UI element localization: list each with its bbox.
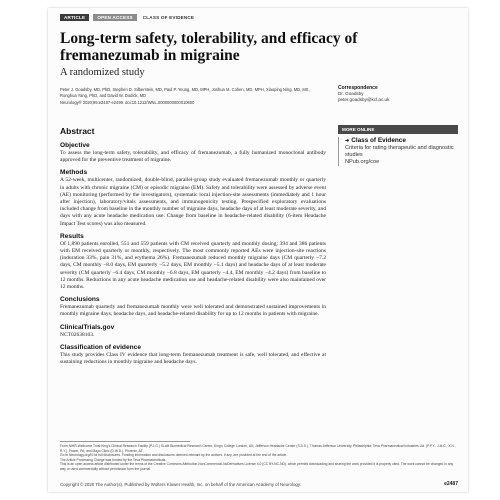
abstract-heading: Abstract: [60, 126, 95, 136]
section-text: This study provides Class IV evidence that long-term fremanezumab treatment is safe, well tolerated, and effective at sustaining reductions in monthly migraine and headache days.: [60, 351, 326, 366]
footnote-divider: [60, 441, 190, 442]
conclusions-section: [60, 295, 326, 318]
section-text: Fremanezumab quarterly and fremanezumab monthly were well tolerated and demonstrated sustained improvements in monthly migraine days, headache days, and headache-related disability for up to 12 months in patients with migraine.: [60, 304, 326, 318]
more-online-bar: MORE ONLINE: [338, 125, 458, 134]
results-section: [60, 232, 326, 291]
article-title: Long-term safety, tolerability, and efficacy of fremanezumab in migraine: [60, 30, 358, 64]
footnote-disclosures: Go to Neurology.org/N for full disclosures. Funding information and disclosures deemed relevant by the authors, if any, are provided at the end of the article.: [60, 453, 288, 458]
objective-section: [60, 141, 326, 164]
article-subtitle: A randomized study: [60, 67, 145, 78]
sidebar-title: [345, 137, 458, 145]
section-heading: Classification of evidence: [60, 343, 141, 351]
sidebar-link[interactable]: NPub.org/coe: [345, 159, 380, 165]
section-text: A 52-week, multicenter, randomized, double-blind, parallel-group study evaluated fremanezumab monthly or quarterly in adults with chronic migraine (CM) or episodic migraine (EM). Safety and tolerability were assessed by adverse event (AE) monitoring (performed by the investigators), systematic local injection-site assessments (immediately and 1 hour after injection), laboratory/vitals assessments, and immunogenicity testing. Prespecified exploratory evaluations included change from baseline in the monthly number of migraine days, headache days of at least moderate severity, and days with any acute headache medication use. Change from baseline in headache-related disability (6-item Headache Impact Test scores) was also measured.: [60, 177, 326, 227]
class-of-evidence-sidebar: [338, 125, 458, 166]
section-heading: Results: [60, 232, 84, 240]
clinicaltrials-section: [60, 323, 326, 339]
footnote-affiliations: From NIHR-Wellcome Trust King's Clinical Research Facility (P.J.G.) SLaM Biomedical Research Centre, King's College London, UK; Jefferson Headache Center (S.D.S.), Thomas Jefferson University, Philadelphia; Teva Pharmaceutical Industries Ltd. (P.P.Y., J.M.C., X.N., R.Y.), Frazer, PA; and Mayo Clinic (D.W.D.), Phoenix, AZ.: [60, 444, 456, 453]
section-heading: ClinicalTrials.gov: [60, 323, 115, 331]
article-tag: ARTICLE: [60, 14, 89, 21]
correspondence-email[interactable]: peter.goadsby@kcl.ac.uk: [338, 97, 390, 102]
sidebar-text: Criteria for rating therapeutic and diagnostic studies: [345, 145, 454, 158]
section-text: Of 1,890 patients enrolled, 551 and 559 patients with CM received quarterly and monthly dosing; 394 and 386 patients with EM received quarterly or monthly, respectively. The most commonly reported AEs were injection-site reactions (induration 33%, pain 31%, and erythema 26%). Fremanezumab reduced monthly migraine days (CM quarterly −7.2 days, CM monthly −8.0 days, EM quarterly −5.2 days, EM monthly −5.1 days) and headache days of at least moderate severity (CM quarterly −6.4 days, CM monthly −6.8 days, EM quarterly −4.4, EM monthly −4.2 days) from baseline to 12 months. Reductions in any acute headache medication use and headache-related disability were also maintained over 12 months.: [60, 240, 326, 291]
page-number: e2487: [444, 481, 458, 487]
arrow-right-icon: ➜: [345, 138, 350, 144]
correspondence-name: Dr. Goadsby: [338, 91, 364, 96]
section-text: NCT02638103.: [60, 331, 95, 338]
open-access-tag: OPEN ACCESS: [93, 14, 136, 21]
class-of-evidence-tag: CLASS OF EVIDENCE: [142, 15, 195, 20]
footnote-license: This is an open access article distributed under the terms of the Creative Commons Attribution-NonCommercial-NoDerivatives License 4.0 (CC BY-NC-ND), which permits downloading and sharing the work provided it is properly cited. The work cannot be changed in any way or used commercially without permission from the journal.: [60, 462, 454, 471]
citation-line: Neurology® 2020;95:e2487-e2499. doi:10.1212/WNL.0000000000010600: [60, 100, 195, 105]
classification-section: [60, 343, 326, 366]
article-page: [48, 8, 468, 492]
copyright-line: Copyright © 2020 The Author(s). Published by Wolters Kluwer Health, Inc. on behalf of the American Academy of Neurology.: [60, 482, 301, 487]
abstract-body: [60, 141, 326, 370]
footnote-funding: The Article Processing Charge was funded by the Teva Pharmaceuticals.: [60, 457, 167, 462]
correspondence-block: [338, 85, 458, 103]
author-list: Peter J. Goadsby, MD, PhD, Stephen D. Silberstein, MD, Paul P. Yeung, MD, MPH, Joshua M. Cohen, MD, MPH, Xiaoping Ning, MD, MS, Ronghua Yang, PhD, and David W. Dodick, MD: [60, 87, 310, 98]
sidebar-box: [338, 137, 458, 166]
footnotes: [60, 441, 456, 472]
methods-section: [60, 168, 326, 227]
section-heading: Objective: [60, 142, 90, 149]
section-text: To assess the long-term safety, tolerability, and efficacy of fremanezumab, a fully humanized monoclonal antibody approved for the preventive treatment of migraine.: [60, 150, 326, 164]
section-heading: Methods: [60, 169, 88, 177]
sidebar-title-text: Class of Evidence: [351, 137, 406, 144]
article-tags: [60, 14, 198, 21]
section-heading: Conclusions: [60, 296, 100, 304]
correspondence-heading: Correspondence: [338, 85, 378, 91]
